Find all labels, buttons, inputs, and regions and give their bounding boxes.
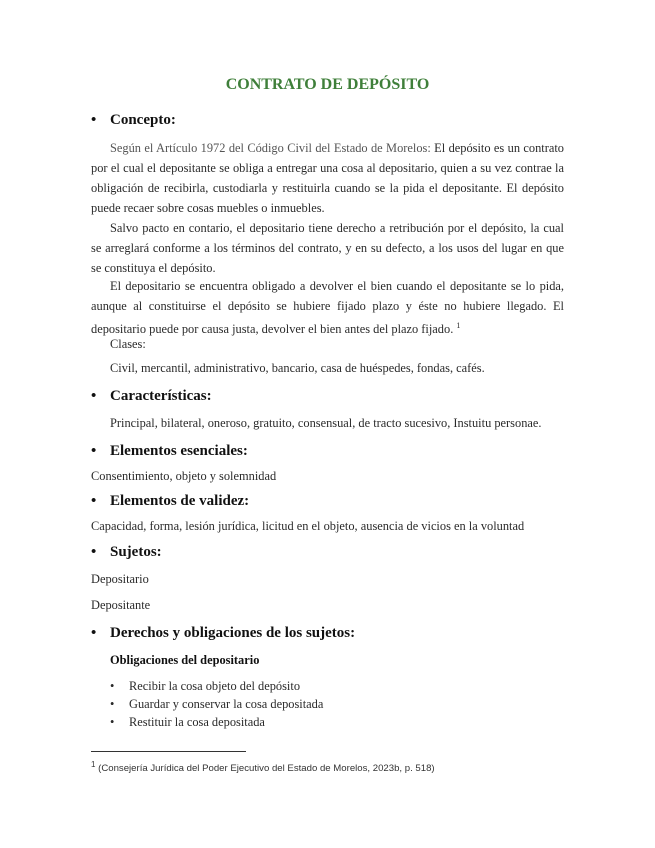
list-item: • Recibir la cosa objeto del depósito <box>110 679 301 693</box>
bullet-icon: • <box>91 625 97 641</box>
obligaciones-subheading: Obligaciones del depositario <box>110 653 260 667</box>
concepto-paragraph-2: Salvo pacto en contario, el depositario tiene derecho a retribución por el depósito, la cual se arreglará conforme a los términos del contrato, y en su defecto, a los usos del lugar en que se constituya el depósito. <box>91 221 564 275</box>
bullet-icon: • <box>91 443 97 459</box>
section-heading-derechos: • Derechos y obligaciones de los sujetos: <box>91 625 356 641</box>
concepto-paragraph-3: El depositario se encuentra obligado a devolver el bien cuando el depositante se lo pida, aunque al constituirse el depósito se hubiere fijado plazo y éste no hubiere llegado. El depositario puede por causa justa, devolver el bien antes del plazo fijado. $^1$ <box>91 279 564 337</box>
section-heading-sujetos: • Sujetos: <box>91 544 162 560</box>
bullet-icon: • <box>110 697 115 711</box>
list-item: • Guardar y conservar la cosa depositada <box>110 697 324 711</box>
concepto-paragraph-1: Según el Artículo 1972 del Código Civil del Estado de Morelos: El depósito es un contrato por el cual el depositante se obliga a entregar una cosa al depositario, quien a su vez contrae la obligación de recibirla, custodiarla y restituirla cuando se la pida el depositante. El depósito puede recaer sobre cosas muebles o inmuebles. <box>91 141 564 215</box>
article-citation: Según el Artículo 1972 del Código Civil del Estado de Morelos: <box>110 141 431 155</box>
section-heading-esenciales: • Elementos esenciales: <box>91 443 248 459</box>
footnote: $^1$ (Consejería Jurídica del Poder Ejecutivo del Estado de Morelos, 2023b, p. 518) <box>91 760 435 775</box>
bullet-icon: • <box>110 679 115 693</box>
section-heading-concepto: • Concepto: <box>91 112 176 128</box>
section-heading-validez: • Elementos de validez: <box>91 493 250 509</box>
bullet-icon: • <box>91 388 97 404</box>
validez-text: Capacidad, forma, lesión jurídica, licitud en el objeto, ausencia de vicios en la voluntad <box>91 519 525 533</box>
clases-label: Clases: <box>110 337 146 351</box>
sujeto-item: Depositario <box>91 572 149 586</box>
bullet-icon: • <box>91 112 97 128</box>
bullet-icon: • <box>91 493 97 509</box>
bullet-icon: • <box>91 544 97 560</box>
footnote-reference[interactable]: 1 <box>456 321 461 330</box>
caracteristicas-text: Principal, bilateral, oneroso, gratuito, consensual, de tracto sucesivo, Instuitu personae. <box>110 416 542 430</box>
footnote-separator <box>91 751 246 752</box>
bullet-icon: • <box>110 715 115 729</box>
list-item: • Restituir la cosa depositada <box>110 715 265 729</box>
clases-list: Civil, mercantil, administrativo, bancario, casa de huéspedes, fondas, cafés. <box>110 361 485 375</box>
section-heading-caracteristicas: • Características: <box>91 388 212 404</box>
footnote-mark: 1 <box>91 760 96 769</box>
esenciales-text: Consentimiento, objeto y solemnidad <box>91 469 277 483</box>
document-title: CONTRATO DE DEPÓSITO <box>225 76 430 93</box>
sujeto-item: Depositante <box>91 598 151 612</box>
